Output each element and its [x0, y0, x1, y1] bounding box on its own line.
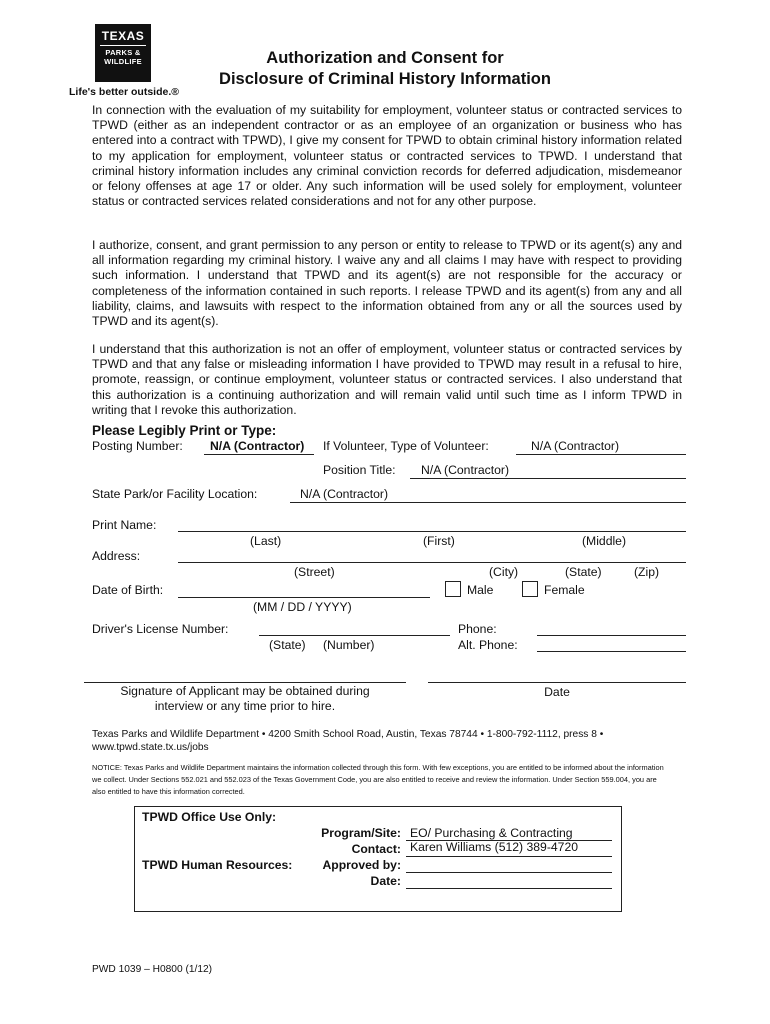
- dob-label: Date of Birth:: [92, 583, 164, 597]
- signature-caption-line-1: Signature of Applicant may be obtained during: [120, 684, 370, 698]
- signature-caption-line-2: interview or any time prior to hire.: [154, 699, 336, 713]
- zip-caption: (Zip): [634, 565, 660, 579]
- approved-by-field[interactable]: [406, 872, 612, 873]
- logo-tagline: Life's better outside.®: [69, 86, 179, 98]
- date-caption: Date: [544, 685, 570, 699]
- title-line-2: Disclosure of Criminal History Information: [219, 70, 551, 88]
- program-site-value[interactable]: EO/ Purchasing & Contracting: [410, 826, 573, 840]
- female-checkbox[interactable]: [522, 581, 538, 597]
- address-field[interactable]: [178, 562, 686, 563]
- first-name-caption: (First): [423, 534, 455, 548]
- footer-website: www.tpwd.state.tx.us/jobs: [92, 742, 209, 753]
- volunteer-type-label: If Volunteer, Type of Volunteer:: [323, 439, 489, 453]
- date-field[interactable]: [428, 682, 686, 683]
- dob-format-caption: (MM / DD / YYYY): [253, 600, 352, 614]
- alt-phone-label: Alt. Phone:: [458, 638, 518, 652]
- notice-line-2: we collect. Under Sections 552.021 and 552.023 of the Texas Government Code, you are also entitled to receive and review the information. Under Section 559.004, you are: [92, 775, 657, 784]
- female-label: Female: [544, 583, 585, 597]
- page-title: [200, 48, 570, 90]
- position-title-value[interactable]: N/A (Contractor): [421, 463, 510, 477]
- title-line-1: Authorization and Consent for: [266, 49, 504, 67]
- consent-paragraph-3: I understand that this authorization is not an offer of employment, volunteer status or contracted services by TPWD and that any false or misleading information I have provided to TPWD may result in a refusal to hire, promote, reassign, or continue employment, volunteer status or contracted services. I also understand that this authorization is a continuing authorization and will remain valid until such time as I inform TPWD in writing that I revoke this authorization.: [92, 342, 682, 417]
- approved-by-label: Approved by:: [322, 858, 401, 872]
- dl-number-caption: (Number): [323, 638, 375, 652]
- male-label: Male: [467, 583, 494, 597]
- office-use-heading: TPWD Office Use Only:: [142, 810, 277, 824]
- form-number: PWD 1039 – H0800 (1/12): [92, 964, 213, 975]
- phone-field[interactable]: [537, 635, 686, 636]
- notice-line-3: also entitled to have this information corrected.: [92, 787, 245, 796]
- hr-label: TPWD Human Resources:: [142, 858, 293, 872]
- logo-text-texas: TEXAS: [101, 29, 145, 43]
- drivers-license-field[interactable]: [259, 635, 450, 636]
- volunteer-type-value[interactable]: N/A (Contractor): [531, 439, 620, 453]
- posting-number-value[interactable]: N/A (Contractor): [210, 439, 305, 453]
- state-caption: (State): [565, 565, 602, 579]
- tpwd-logo: [95, 24, 151, 82]
- logo-text-wildlife: WILDLIFE: [104, 57, 142, 66]
- phone-label: Phone:: [458, 622, 497, 636]
- alt-phone-field[interactable]: [537, 651, 686, 652]
- facility-location-value[interactable]: N/A (Contractor): [300, 487, 389, 501]
- footer-address: [92, 728, 603, 754]
- consent-paragraph-2: I authorize, consent, and grant permission to any person or entity to release to TPWD or its agent(s) any and all information regarding my criminal history. I waive any and all claims I may have with respect to providing such information. I understand that TPWD and its agent(s) are not responsible for the accuracy or completeness of the information contained in such reports. I release TPWD and its agent(s) from any and all liability, claims, and lawsuits with respect to the information obtained from any or all the sources used by TPWD and its agent(s).: [92, 238, 682, 329]
- logo-text-parks: PARKS &: [105, 48, 141, 57]
- office-date-label: Date:: [370, 874, 401, 888]
- footer-address-line-1: Texas Parks and Wildlife Department • 4200 Smith School Road, Austin, Texas 78744 • 1-800-792-1112, press 8 •: [92, 729, 604, 740]
- city-caption: (City): [489, 565, 519, 579]
- consent-paragraph-1: In connection with the evaluation of my suitability for employment, volunteer status or contracted services to TPWD (either as an independent contractor or as an employee of an organization or business who has entered into a contract with TPWD), I give my consent for TPWD to obtain criminal history information related to my application for employment, volunteer status or contracted services to TPWD. I understand that criminal history information includes any criminal conviction records for deferred adjudication, misdemeanor or felony offenses at age 17 or older. Any such information will be used solely for employment, volunteer status or contracted services related considerations and not for any other purpose.: [92, 103, 682, 209]
- signature-caption: [84, 684, 406, 714]
- dob-field[interactable]: [178, 597, 430, 598]
- address-label: Address:: [92, 549, 141, 563]
- street-caption: (Street): [294, 565, 335, 579]
- dl-state-caption: (State): [269, 638, 306, 652]
- last-name-caption: (Last): [250, 534, 282, 548]
- middle-name-caption: (Middle): [582, 534, 627, 548]
- male-checkbox[interactable]: [445, 581, 461, 597]
- contact-value[interactable]: Karen Williams (512) 389-4720: [410, 840, 578, 854]
- drivers-license-label: Driver's License Number:: [92, 622, 229, 636]
- facility-location-label: State Park/or Facility Location:: [92, 487, 258, 501]
- posting-number-label: Posting Number:: [92, 439, 183, 453]
- program-site-label: Program/Site:: [321, 826, 401, 840]
- office-date-field[interactable]: [406, 888, 612, 889]
- notice-line-1: NOTICE: Texas Parks and Wildlife Department maintains the information collected through this form. With few exceptions, you are entitled to be informed about the information: [92, 763, 664, 772]
- contact-label: Contact:: [351, 842, 401, 856]
- signature-field[interactable]: [84, 682, 406, 683]
- privacy-notice: [92, 762, 687, 798]
- print-name-label: Print Name:: [92, 518, 157, 532]
- position-title-label: Position Title:: [323, 463, 396, 477]
- form-heading: Please Legibly Print or Type:: [92, 423, 277, 438]
- print-name-field[interactable]: [178, 531, 686, 532]
